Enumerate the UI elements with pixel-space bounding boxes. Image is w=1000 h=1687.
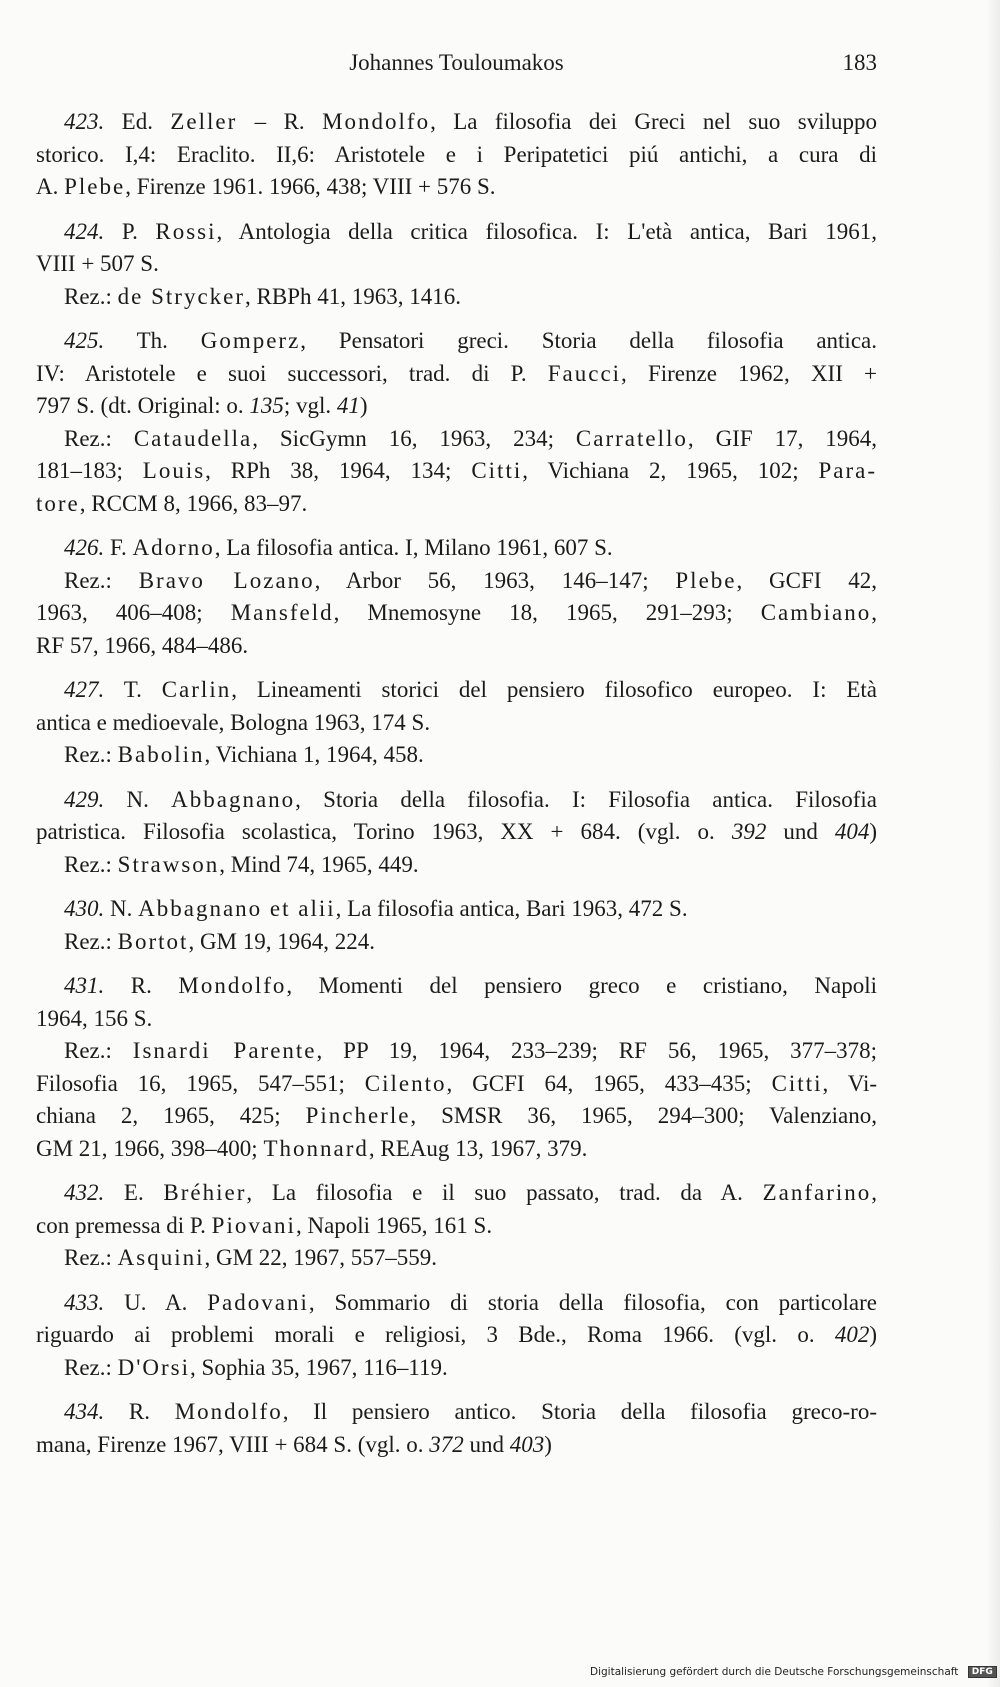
entry-text: , — [871, 600, 877, 625]
author-name: Mondolfo — [174, 1399, 283, 1424]
entry-text: Rez.: — [64, 425, 134, 451]
entry-text: 181–183; — [36, 458, 143, 483]
entry-line — [36, 816, 877, 849]
author-name: Rossi — [155, 218, 217, 244]
author-name: Padovani — [207, 1289, 309, 1315]
author-name: Mansfeld — [230, 600, 334, 625]
entry-text: Rez.: — [64, 742, 118, 767]
entry-text: N. — [104, 896, 139, 921]
entry-text: ) — [544, 1431, 552, 1457]
entry-text: , La filosofia antica. I, Milano 1961, 607 S. — [214, 535, 613, 560]
entry-text: ; vgl. — [283, 393, 337, 418]
entry-text: A. — [36, 174, 65, 199]
author-name: Adorno — [132, 535, 215, 560]
author-name: Plebe — [675, 567, 737, 593]
entry-text: , RPh 38, 1964, 134; — [205, 458, 472, 483]
author-name: Bravo Lozano — [138, 567, 315, 593]
author-name: Thonnard — [263, 1135, 369, 1161]
entry-text: , PP 19, 1964, 233–239; RF 56, 1965, 377–378; — [316, 1038, 877, 1063]
bibliography-entry — [36, 784, 877, 882]
entry-text: Rez.: — [64, 567, 139, 593]
entry-text: , La filosofia dei Greci nel suo sviluppo — [430, 109, 877, 134]
entry-line — [36, 970, 877, 1003]
entry-text: , Mind 74, 1965, 449. — [219, 851, 419, 877]
entry-text: und — [463, 1431, 510, 1457]
entry-line — [36, 1242, 877, 1275]
entry-text: Filosofia 16, 1965, 547–551; — [36, 1070, 365, 1096]
entry-line — [36, 1003, 877, 1036]
author-name: Strawson — [117, 851, 220, 877]
entry-text: , Napoli 1965, 161 S. — [295, 1212, 493, 1238]
entry-text: , REAug 13, 1967, 379. — [368, 1135, 588, 1161]
entry-text: 41 — [336, 393, 360, 418]
author-name: Zanfarino — [762, 1180, 872, 1205]
entry-text: , Sophia 35, 1967, 116–119. — [190, 1354, 448, 1380]
entry-text: U. A. — [104, 1289, 208, 1315]
author-name: Faucci — [547, 360, 622, 386]
entry-text: , La filosofia antica, Bari 1963, 472 S. — [335, 896, 688, 921]
entry-text: Rez.: — [64, 1245, 118, 1270]
entry-text: , Antologia della critica filosofica. I: L'età antica, Bari 1961, — [216, 218, 877, 244]
entry-text: 392 — [731, 819, 767, 844]
entry-line — [36, 784, 877, 817]
page-edge — [986, 0, 1000, 1687]
bibliography-entry — [36, 532, 877, 662]
author-name: Citti — [771, 1070, 823, 1096]
entry-number: 423. — [64, 109, 105, 134]
entry-text: ) — [869, 1322, 877, 1347]
entry-text: Rez.: — [64, 928, 118, 954]
entry-line — [36, 532, 877, 565]
entry-line — [36, 707, 877, 740]
entry-line — [36, 893, 877, 926]
entry-text: 403 — [509, 1431, 545, 1457]
bibliography-entry — [36, 1287, 877, 1385]
entry-line — [36, 1133, 877, 1166]
entry-text: ) — [869, 819, 877, 844]
author-name: tore — [36, 490, 80, 516]
author-name: Carlin — [161, 677, 232, 702]
entry-number: 425. — [64, 328, 105, 353]
entry-text: IV: Aristotele e suoi successori, trad. di P. — [36, 360, 548, 386]
entry-text: ) — [359, 393, 368, 418]
entry-text: N. — [104, 786, 172, 812]
author-name: Pincherle — [305, 1103, 411, 1128]
entry-text: , RBPh 41, 1963, 1416. — [245, 283, 462, 309]
entry-text: RF 57, 1966, 484–486. — [36, 632, 249, 658]
entry-text: Rez.: — [64, 283, 118, 309]
entry-text: storico. I,4: Eraclito. II,6: Aristotele e i Peripatetici piú antichi, a cura di — [36, 141, 877, 167]
entry-text: E. — [104, 1180, 164, 1205]
author-name: D'Orsi — [117, 1354, 191, 1380]
entry-line — [36, 849, 877, 882]
bibliography-list — [36, 106, 877, 1473]
bibliography-entry — [36, 1396, 877, 1461]
entry-text: , Il pensiero antico. Storia della filosofia greco-ro- — [282, 1399, 877, 1424]
author-name: Cambiano — [760, 600, 872, 625]
author-name: Abbagnano et alii — [138, 896, 336, 921]
entry-text: , Sommario di storia della filosofia, con particolare — [308, 1289, 877, 1315]
bibliography-entry — [36, 216, 877, 314]
entry-line — [36, 455, 877, 488]
entry-text: , Firenze 1961. 1966, 438; VIII + 576 S. — [125, 174, 496, 199]
author-name: Citti — [471, 458, 523, 483]
author-name: Bréhier — [163, 1180, 247, 1205]
entry-line — [36, 1352, 877, 1385]
entry-line — [36, 630, 877, 663]
entry-line — [36, 325, 877, 358]
entry-line — [36, 358, 877, 391]
author-name: Mondolfo — [178, 973, 287, 998]
entry-line — [36, 1429, 877, 1462]
entry-text: , GM 22, 1967, 557–559. — [204, 1245, 438, 1270]
entry-text: , — [871, 1180, 877, 1205]
entry-number: 432. — [64, 1180, 105, 1205]
entry-number: 431. — [64, 973, 105, 998]
entry-number: 434. — [64, 1399, 105, 1424]
entry-text: T. — [104, 677, 162, 702]
bibliography-entry — [36, 106, 877, 204]
bibliography-entry — [36, 674, 877, 772]
entry-line — [36, 739, 877, 772]
entry-text: chiana 2, 1965, 425; — [36, 1103, 306, 1128]
entry-line — [36, 1068, 877, 1101]
author-name: Gomperz — [200, 328, 301, 353]
entry-line — [36, 565, 877, 598]
entry-line — [36, 248, 877, 281]
entry-text: 402 — [834, 1322, 870, 1347]
entry-line — [36, 171, 877, 204]
entry-text: con premessa di P. — [36, 1212, 212, 1238]
entry-text: , Mnemosyne 18, 1965, 291–293; — [333, 600, 761, 625]
author-name: Asquini — [117, 1245, 205, 1270]
funding-text: Digitalisierung gefördert durch die Deutsche Forschungsgemeinschaft — [590, 1666, 959, 1678]
entry-line — [36, 674, 877, 707]
entry-line — [36, 139, 877, 172]
entry-text: , GCFI 64, 1965, 433–435; — [446, 1070, 772, 1096]
entry-text: , Momenti del pensiero greco e cristiano, Napoli — [286, 973, 877, 998]
author-name: Zeller — [170, 109, 238, 134]
entry-line — [36, 597, 877, 630]
entry-text: , Pensatori greci. Storia della filosofia antica. — [300, 328, 877, 353]
entry-line — [36, 1035, 877, 1068]
entry-text: patristica. Filosofia scolastica, Torino 1963, XX + 684. (vgl. o. — [36, 819, 732, 844]
entry-text: , GIF 17, 1964, — [687, 425, 878, 451]
entry-text: , Arbor 56, 1963, 146–147; — [314, 567, 676, 593]
entry-text: , Lineamenti storici del pensiero filosofico europeo. I: Età — [231, 677, 877, 702]
running-title: Johannes Touloumakos — [349, 50, 564, 75]
author-name: de Strycker — [117, 283, 246, 309]
entry-line — [36, 1210, 877, 1243]
entry-text: Rez.: — [64, 1354, 118, 1380]
entry-text: P. — [104, 218, 156, 244]
entry-text: antica e medioevale, Bologna 1963, 174 S. — [36, 709, 431, 735]
author-name: Mondolfo — [322, 109, 431, 134]
author-name: Isnardi Parente — [132, 1038, 317, 1063]
entry-line — [36, 1100, 877, 1133]
entry-text: , Vi- — [822, 1070, 877, 1096]
entry-text: riguardo ai problemi morali e religiosi, 3 Bde., Roma 1966. (vgl. o. — [36, 1322, 835, 1347]
entry-text: VIII + 507 S. — [36, 251, 159, 276]
entry-text: R. — [104, 973, 179, 998]
entry-text: , Storia della filosofia. I: Filosofia antica. Filosofia — [295, 786, 877, 812]
entry-text: 372 — [429, 1431, 464, 1457]
entry-text: F. — [104, 535, 133, 560]
bibliography-entry — [36, 893, 877, 958]
entry-text: Rez.: — [64, 851, 118, 877]
author-name: Babolin — [117, 742, 205, 767]
entry-text: , SicGymn 16, 1963, 234; — [252, 425, 576, 451]
entry-line — [36, 926, 877, 959]
entry-line — [36, 216, 877, 249]
bibliography-entry — [36, 970, 877, 1165]
author-name: Para- — [818, 458, 878, 483]
entry-text: , Vichiana 2, 1965, 102; — [522, 458, 819, 483]
entry-text: Ed. — [104, 109, 171, 134]
entry-text: , La filosofia e il suo passato, trad. da A. — [246, 1180, 763, 1205]
entry-text: , RCCM 8, 1966, 83–97. — [79, 490, 308, 516]
entry-line — [36, 423, 877, 456]
entry-text: , SMSR 36, 1965, 294–300; Valenziano, — [410, 1103, 878, 1128]
author-name: Carratello — [575, 425, 688, 451]
entry-text: – R. — [237, 109, 323, 134]
entry-line — [36, 1177, 877, 1210]
entry-line — [36, 488, 877, 521]
entry-line — [36, 106, 877, 139]
author-name: Cilento — [364, 1070, 447, 1096]
entry-text: GM 21, 1966, 398–400; — [36, 1135, 264, 1161]
author-name: Piovani — [211, 1212, 296, 1238]
entry-line — [36, 1396, 877, 1429]
bibliography-entry — [36, 325, 877, 520]
author-name: Abbagnano — [171, 786, 296, 812]
author-name: Bortot — [117, 928, 189, 954]
entry-number: 430. — [64, 896, 105, 921]
entry-text: , Vichiana 1, 1964, 458. — [204, 742, 424, 767]
entry-line — [36, 1287, 877, 1320]
entry-number: 424. — [64, 218, 105, 244]
page-number: 183 — [842, 50, 877, 75]
entry-text: 404 — [834, 819, 870, 844]
entry-text: , GM 19, 1964, 224. — [188, 928, 375, 954]
entry-number: 433. — [64, 1289, 105, 1315]
entry-number: 429. — [64, 786, 105, 812]
entry-text: 1964, 156 S. — [36, 1005, 153, 1031]
entry-line — [36, 281, 877, 314]
entry-text: 135 — [249, 393, 284, 418]
entry-text: , Firenze 1962, XII + — [621, 360, 877, 386]
entry-text: 797 S. (dt. Original: o. — [36, 393, 250, 418]
entry-text: , GCFI 42, — [736, 567, 877, 593]
entry-text: R. — [104, 1399, 175, 1424]
entry-text: Rez.: — [64, 1038, 133, 1063]
entry-text: Th. — [104, 328, 201, 353]
author-name: Cataudella — [133, 425, 253, 451]
bibliography-entry — [36, 1177, 877, 1275]
funding-notice — [590, 1666, 997, 1678]
entry-line — [36, 1319, 877, 1352]
author-name: Louis — [142, 458, 206, 483]
entry-text: und — [766, 819, 835, 844]
entry-line — [36, 390, 877, 423]
entry-number: 426. — [64, 535, 105, 560]
entry-text: mana, Firenze 1967, VIII + 684 S. (vgl. o. — [36, 1431, 430, 1457]
dfg-logo-icon: DFG — [968, 1666, 997, 1678]
entry-text: 1963, 406–408; — [36, 600, 231, 625]
entry-number: 427. — [64, 677, 105, 702]
author-name: Plebe — [64, 174, 126, 199]
